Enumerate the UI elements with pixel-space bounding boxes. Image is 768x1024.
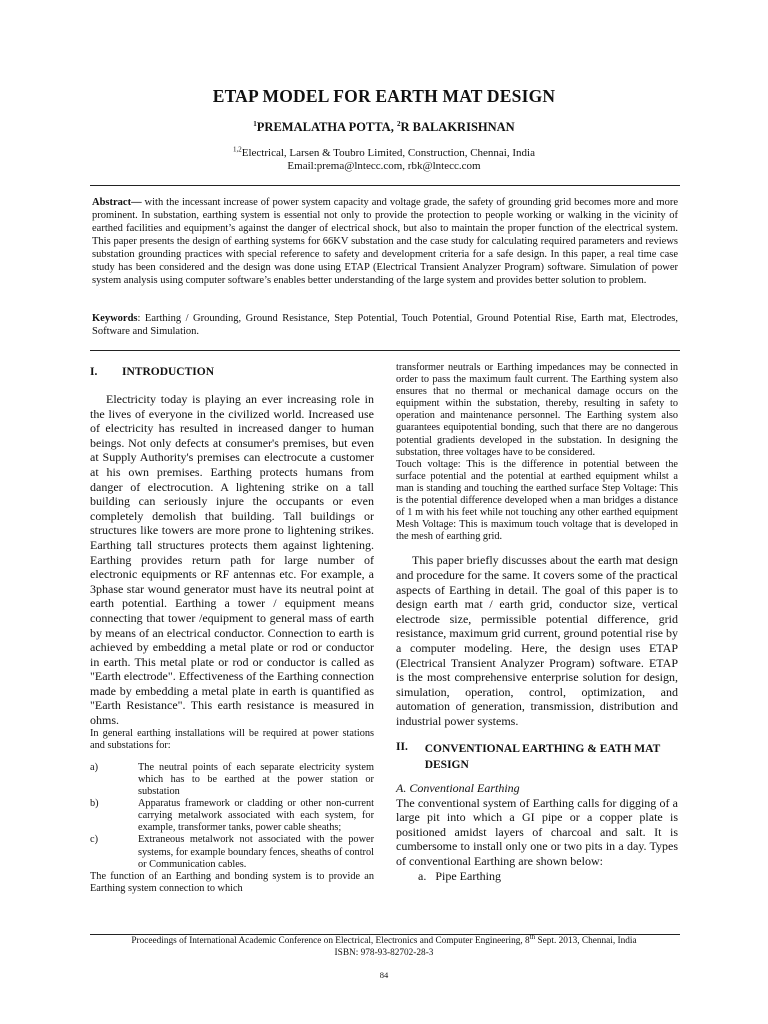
author1-superscript: 1 <box>253 119 257 128</box>
affiliation-block <box>0 147 768 173</box>
right-column <box>396 362 678 883</box>
intro-paragraph: Electricity today is playing an ever increasing role in the lives of everyone in the civilized world. Increased use of electricity has resulted in increased danger to human beings. Not only defects at consumer's premises, but even at Supply Authority's premises can electrocute a customer at his own premises. Earthing protects humans from danger of electrocution. A lightening strike on a tall building can seriously injure the occupants or even completely demolish that building. Tall buildings or structures like towers are more prone to lightening strikes. Earthing tall structures protects them against lightening. Earthing provides return path for large number of electronic equipments or RF antennas etc. For example, a 3phase star wound generator must have its neutral point at earth potential. Earthing a tower / equipment means connecting that tower /equipment to general mass of earth by means of an electrical conductor. Connection to earth is achieved by embedding a metal plate or rod or conductor in earth. This metal plate or rod or conductor is called as "Earth electrode". Effectiveness of the Earthing connection made by embedding a metal plate in earth is quantified as "Earth Resistance". This earth resistance is measured in ohms. <box>90 392 374 728</box>
conventional-earthing-paragraph: The conventional system of Earthing calls for digging of a large pit into which a GI pipe or a copper plate is positioned amidst layers of charcoal and salt. It is cumbersome to install only one or two pits in a day. Types of conventional Earthing are shown below: <box>396 795 678 868</box>
keywords-label: Keywords <box>92 313 138 324</box>
author1-name: PREMALATHA POTTA, <box>256 120 397 134</box>
date-superscript: th <box>529 932 536 941</box>
section-number: II. <box>396 740 408 753</box>
proceedings-text: Proceedings of International Academic Conference on Electrical, Electronics and Computer Engineering, 8 <box>131 936 530 946</box>
list-item-label: a) <box>90 761 98 773</box>
affiliation-text: Electrical, Larsen & Toubro Limited, Construction, Chennai, India <box>241 147 535 159</box>
header-divider <box>90 185 680 186</box>
list-item-text: Extraneous metalwork not associated with the power systems, for example boundary fences, sheaths of control or Communication cables. <box>138 834 374 870</box>
section-number: I. <box>90 366 98 378</box>
left-column <box>90 366 374 895</box>
list-item-label: b) <box>90 798 99 810</box>
section-heading-introduction <box>90 366 374 378</box>
subsection-title: Conventional Earthing <box>409 780 520 795</box>
footer-divider <box>90 934 680 935</box>
affiliation-superscript: 1,2 <box>233 145 242 154</box>
keywords-text: : Earthing / Grounding, Ground Resistance, Step Potential, Touch Potential, Ground Potential Rise, Earth mat, Electrodes, Software and Simulation. <box>92 313 678 337</box>
keywords-divider <box>90 350 680 351</box>
page-number: 84 <box>379 970 389 980</box>
isbn-line: ISBN: 978-93-82702-28-3 <box>334 947 434 958</box>
list-item <box>90 834 374 870</box>
keywords-paragraph <box>92 312 678 338</box>
list-item-label: a. <box>418 868 427 883</box>
subsection-number: A. <box>396 780 407 795</box>
earthing-function-paragraph: The function of an Earthing and bonding system is to provide an Earthing system connection to which <box>90 870 374 894</box>
list-item-text: Apparatus framework or cladding or other non-current carrying metalwork associated with each system, for example, transformer tanks, power cable sheaths; <box>138 798 374 834</box>
abstract-paragraph <box>92 196 678 287</box>
paper-goal-paragraph: This paper briefly discusses about the earth mat design and procedure for the same. It covers some of the practical aspects of Earthing in detail. The goal of this paper is to design earth mat / earth grid, conductor size, vertical electrode size, permissible potential difference, grid resistance, maximum grid current, ground potential rise by a computer modeling. Here, the design uses ETAP (Electrical Transient Analyzer Program) software. ETAP is the most comprehensive enterprise solution for design, simulation, operation, control, optimization, and automation of generation, transmission, distribution and industrial power systems. <box>396 553 678 728</box>
email-line: Email:prema@lntecc.com, rbk@lntecc.com <box>287 160 481 172</box>
abstract-text: with the incessant increase of power system capacity and voltage grade, the safety of grounding grid becomes more and more prominent. In substation, earthing system is essential not only to provide the protection to people working or walking in the vicinity of earthed facilities and equipment’s against the danger of electrical shock, but also to maintain the proper function of the electrical system. This paper presents the design of earthing systems for 66KV substation and the case study for calculating required parameters and reviews substation grounding practices with special reference to safety and development criteria for a safe design. In this paper, a real time case study has been considered and the design was done using ETAP (Electrical Transient Analyzer Program) software. Simulation of power system analysis using computer software’s enables better understanding of the large system and provides better solution to problem. <box>92 197 678 286</box>
subsection-heading <box>396 781 678 796</box>
footer <box>0 932 768 959</box>
voltage-definitions-paragraph: Touch voltage: This is the difference in potential between the surface potential and the potential at earthed equipment whilst a man is standing and touching the earthed surface Step Voltage: This is the potential difference developed when a man bridges a distance of 1 m with his feet while not touching any other earthed equipment Mesh Voltage: This is maximum touch voltage that is developed in the mesh of earthing grid. <box>396 458 678 543</box>
earthing-system-paragraph: transformer neutrals or Earthing impedances may be connected in order to pass the maximum fault current. The Earthing system also ensures that no thermal or mechanical damage occurs on the equipment within the substation, thereby, resulting in safety to operation and maintenance personnel. The Earthing system also guarantees equipotential bonding, such that there are no dangerous potential gradients developed in the substation. In designing the substation, three voltages have to be considered. <box>396 362 678 458</box>
section-title: CONVENTIONAL EARTHING & EATH MAT DESIGN <box>424 742 661 771</box>
proceedings-date: Sept. 2013, Chennai, India <box>535 936 637 946</box>
list-item-text: The neutral points of each separate electricity system which has to be earthed at the power station or substation <box>138 761 374 798</box>
paper-title: ETAP MODEL FOR EARTH MAT DESIGN <box>212 86 556 106</box>
author2-name: R BALAKRISHNAN <box>400 120 515 134</box>
section-title: INTRODUCTION <box>122 366 215 378</box>
abstract-label: Abstract <box>92 197 132 208</box>
section-heading-conventional-earthing <box>396 741 678 773</box>
installations-paragraph: In general earthing installations will be required at power stations and substations for: <box>90 727 374 751</box>
list-item <box>396 869 678 884</box>
list-item-text: Pipe Earthing <box>435 868 501 883</box>
abstract-dash: — <box>131 197 142 208</box>
author-line <box>0 120 768 135</box>
author2-superscript: 2 <box>396 119 401 128</box>
list-item <box>90 798 374 834</box>
list-item-label: c) <box>90 834 98 846</box>
list-item <box>90 762 374 798</box>
